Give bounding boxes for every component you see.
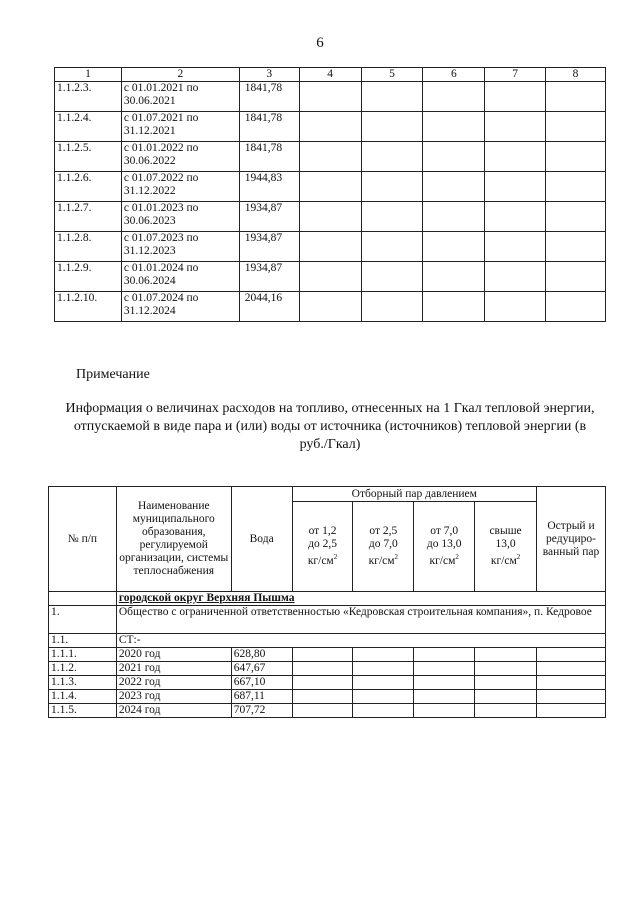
period-end: 30.06.2024 [123, 275, 176, 287]
fuel-cost-table [48, 486, 606, 718]
unit-exponent: 2 [394, 553, 399, 562]
table-row [55, 172, 606, 202]
table-row [55, 262, 606, 292]
value-cell: 1944,83 [239, 172, 299, 202]
empty-cell [423, 112, 485, 142]
empty-cell [299, 202, 361, 232]
region-name: городской округ Верхняя Пышма [116, 592, 605, 606]
column-number: 6 [423, 68, 485, 82]
empty-cell [537, 662, 606, 676]
year-cell: 2022 год [116, 676, 231, 690]
empty-cell [361, 112, 423, 142]
header-steam-group: Отборный пар давлением [292, 487, 536, 502]
empty-cell [49, 592, 117, 606]
table-row [49, 648, 606, 662]
empty-cell [475, 648, 537, 662]
empty-cell [292, 648, 353, 662]
empty-cell [475, 676, 537, 690]
empty-cell [414, 648, 475, 662]
table-row [55, 292, 606, 322]
table-header-row [49, 487, 606, 502]
empty-cell [292, 676, 353, 690]
water-value: 687,11 [231, 690, 292, 704]
header-steam-pressure [414, 502, 475, 592]
tariff-table-continued [54, 67, 606, 322]
year-cell: 2024 год [116, 704, 231, 718]
empty-cell [423, 262, 485, 292]
value-cell: 1841,78 [239, 112, 299, 142]
table-header-row [55, 68, 606, 82]
empty-cell [423, 292, 485, 322]
table-row [55, 232, 606, 262]
empty-cell [299, 82, 361, 112]
empty-cell [361, 232, 423, 262]
header-steam-pressure [292, 502, 353, 592]
table-row [55, 112, 606, 142]
pressure-unit: кг/см [307, 554, 334, 567]
header-sharp-steam: Острый и редуциро-ванный пар [537, 487, 606, 592]
row-number: 1.1.1. [49, 648, 117, 662]
row-number: 1.1. [49, 634, 117, 648]
year-cell: 2023 год [116, 690, 231, 704]
table-row [55, 202, 606, 232]
value-cell: 1934,87 [239, 262, 299, 292]
water-value: 647,67 [231, 662, 292, 676]
empty-cell [353, 690, 414, 704]
note-label: Примечание [76, 367, 150, 382]
empty-cell [299, 142, 361, 172]
period-start: с 01.01.2023 по [123, 202, 199, 214]
empty-cell [475, 690, 537, 704]
value-cell: 2044,16 [239, 292, 299, 322]
pressure-to: до 2,5 [308, 538, 337, 551]
year-cell: 2020 год [116, 648, 231, 662]
empty-cell [423, 172, 485, 202]
empty-cell [546, 202, 606, 232]
empty-cell [423, 232, 485, 262]
empty-cell [485, 112, 546, 142]
region-row [49, 592, 606, 606]
period-start: с 01.01.2022 по [123, 142, 199, 154]
period-end: 31.12.2021 [123, 125, 176, 137]
year-cell: 2021 год [116, 662, 231, 676]
pressure-unit: кг/см [368, 554, 395, 567]
empty-cell [361, 82, 423, 112]
empty-cell [546, 262, 606, 292]
organization-name: Общество с ограниченной ответственностью «Кедровская строительная компания», п. Кедровое [116, 606, 605, 634]
period-cell [121, 232, 239, 262]
empty-cell [299, 172, 361, 202]
value-cell: 1934,87 [239, 232, 299, 262]
period-end: 30.06.2023 [123, 215, 176, 227]
empty-cell [361, 292, 423, 322]
empty-cell [485, 172, 546, 202]
column-number: 1 [55, 68, 122, 82]
empty-cell [414, 662, 475, 676]
empty-cell [485, 202, 546, 232]
empty-cell [299, 262, 361, 292]
empty-cell [546, 112, 606, 142]
row-number: 1.1.2.8. [55, 232, 122, 262]
empty-cell [485, 262, 546, 292]
period-start: с 01.01.2021 по [123, 82, 199, 94]
empty-cell [353, 662, 414, 676]
row-number: 1.1.2.6. [55, 172, 122, 202]
empty-cell [292, 662, 353, 676]
pressure-from: от 2,5 [369, 525, 398, 538]
period-cell [121, 112, 239, 142]
empty-cell [423, 82, 485, 112]
pressure-from: свыше [489, 525, 522, 538]
period-start: с 01.07.2024 по [123, 292, 199, 304]
unit-exponent: 2 [333, 553, 338, 562]
empty-cell [414, 704, 475, 718]
period-end: 30.06.2021 [123, 95, 176, 107]
empty-cell [414, 676, 475, 690]
empty-cell [361, 202, 423, 232]
empty-cell [361, 172, 423, 202]
empty-cell [475, 704, 537, 718]
empty-cell [414, 690, 475, 704]
pressure-to: до 7,0 [368, 538, 398, 551]
empty-cell [537, 704, 606, 718]
value-cell: 1934,87 [239, 202, 299, 232]
row-number: 1.1.5. [49, 704, 117, 718]
period-end: 31.12.2023 [123, 245, 176, 257]
empty-cell [485, 232, 546, 262]
header-steam-pressure [353, 502, 414, 592]
empty-cell [546, 142, 606, 172]
empty-cell [353, 648, 414, 662]
empty-cell [361, 262, 423, 292]
water-value: 628,80 [231, 648, 292, 662]
empty-cell [423, 142, 485, 172]
period-end: 31.12.2024 [123, 305, 176, 317]
empty-cell [299, 232, 361, 262]
row-number: 1.1.4. [49, 690, 117, 704]
pressure-from: от 1,2 [308, 525, 337, 538]
row-number: 1.1.3. [49, 676, 117, 690]
header-organization: Наименование муниципального образования, регулируемой организации, системы теплоснабжения [116, 487, 231, 592]
value-cell: 1841,78 [239, 82, 299, 112]
system-label: СТ:- [116, 634, 605, 648]
organization-row [49, 606, 606, 634]
empty-cell [292, 690, 353, 704]
period-cell [121, 142, 239, 172]
empty-cell [537, 676, 606, 690]
empty-cell [475, 662, 537, 676]
empty-cell [546, 82, 606, 112]
unit-exponent: 2 [516, 553, 521, 562]
row-number: 1.1.2.7. [55, 202, 122, 232]
empty-cell [485, 142, 546, 172]
empty-cell [292, 704, 353, 718]
table-row [55, 82, 606, 112]
water-value: 707,72 [231, 704, 292, 718]
row-number: 1.1.2.10. [55, 292, 122, 322]
empty-cell [485, 82, 546, 112]
unit-exponent: 2 [455, 553, 459, 562]
row-number: 1.1.2.9. [55, 262, 122, 292]
period-cell [121, 82, 239, 112]
header-number: № п/п [49, 487, 117, 592]
table-row [49, 690, 606, 704]
water-value: 667,10 [231, 676, 292, 690]
column-number: 8 [546, 68, 606, 82]
pressure-to: до 13,0 [426, 538, 462, 551]
header-steam-pressure [475, 502, 537, 592]
empty-cell [485, 292, 546, 322]
period-end: 30.06.2022 [123, 155, 176, 167]
column-number: 7 [485, 68, 546, 82]
value-cell: 1841,78 [239, 142, 299, 172]
table-row [49, 676, 606, 690]
table-row [55, 142, 606, 172]
row-number: 1.1.2.5. [55, 142, 122, 172]
period-cell [121, 292, 239, 322]
page-number: 6 [316, 35, 324, 51]
empty-cell [361, 142, 423, 172]
period-start: с 01.07.2022 по [123, 172, 199, 184]
period-cell [121, 172, 239, 202]
period-cell [121, 262, 239, 292]
period-end: 31.12.2022 [123, 185, 176, 197]
empty-cell [537, 690, 606, 704]
period-start: с 01.01.2024 по [123, 262, 199, 274]
empty-cell [423, 202, 485, 232]
row-number: 1.1.2. [49, 662, 117, 676]
empty-cell [299, 292, 361, 322]
column-number: 5 [361, 68, 423, 82]
period-start: с 01.07.2023 по [123, 232, 199, 244]
header-water: Вода [231, 487, 292, 592]
table-row [49, 662, 606, 676]
pressure-from: от 7,0 [430, 525, 459, 538]
pressure-unit: кг/см [490, 554, 517, 567]
column-number: 4 [299, 68, 361, 82]
empty-cell [353, 704, 414, 718]
empty-cell [546, 292, 606, 322]
empty-cell [353, 676, 414, 690]
empty-cell [546, 172, 606, 202]
row-number: 1. [49, 606, 117, 634]
pressure-unit: кг/см [429, 554, 456, 567]
system-row [49, 634, 606, 648]
column-number: 2 [121, 68, 239, 82]
column-number: 3 [239, 68, 299, 82]
period-start: с 01.07.2021 по [123, 112, 199, 124]
period-cell [121, 202, 239, 232]
row-number: 1.1.2.4. [55, 112, 122, 142]
table-description: Информация о величинах расходов на топливо, отнесенных на 1 Гкал тепловой энергии, отпускаемой в виде пара и (или) воды от источника (источников) тепловой энергии (в руб./Гкал) [65, 401, 595, 452]
row-number: 1.1.2.3. [55, 82, 122, 112]
empty-cell [537, 648, 606, 662]
empty-cell [546, 232, 606, 262]
table-row [49, 704, 606, 718]
empty-cell [299, 112, 361, 142]
pressure-to: 13,0 [495, 538, 516, 551]
